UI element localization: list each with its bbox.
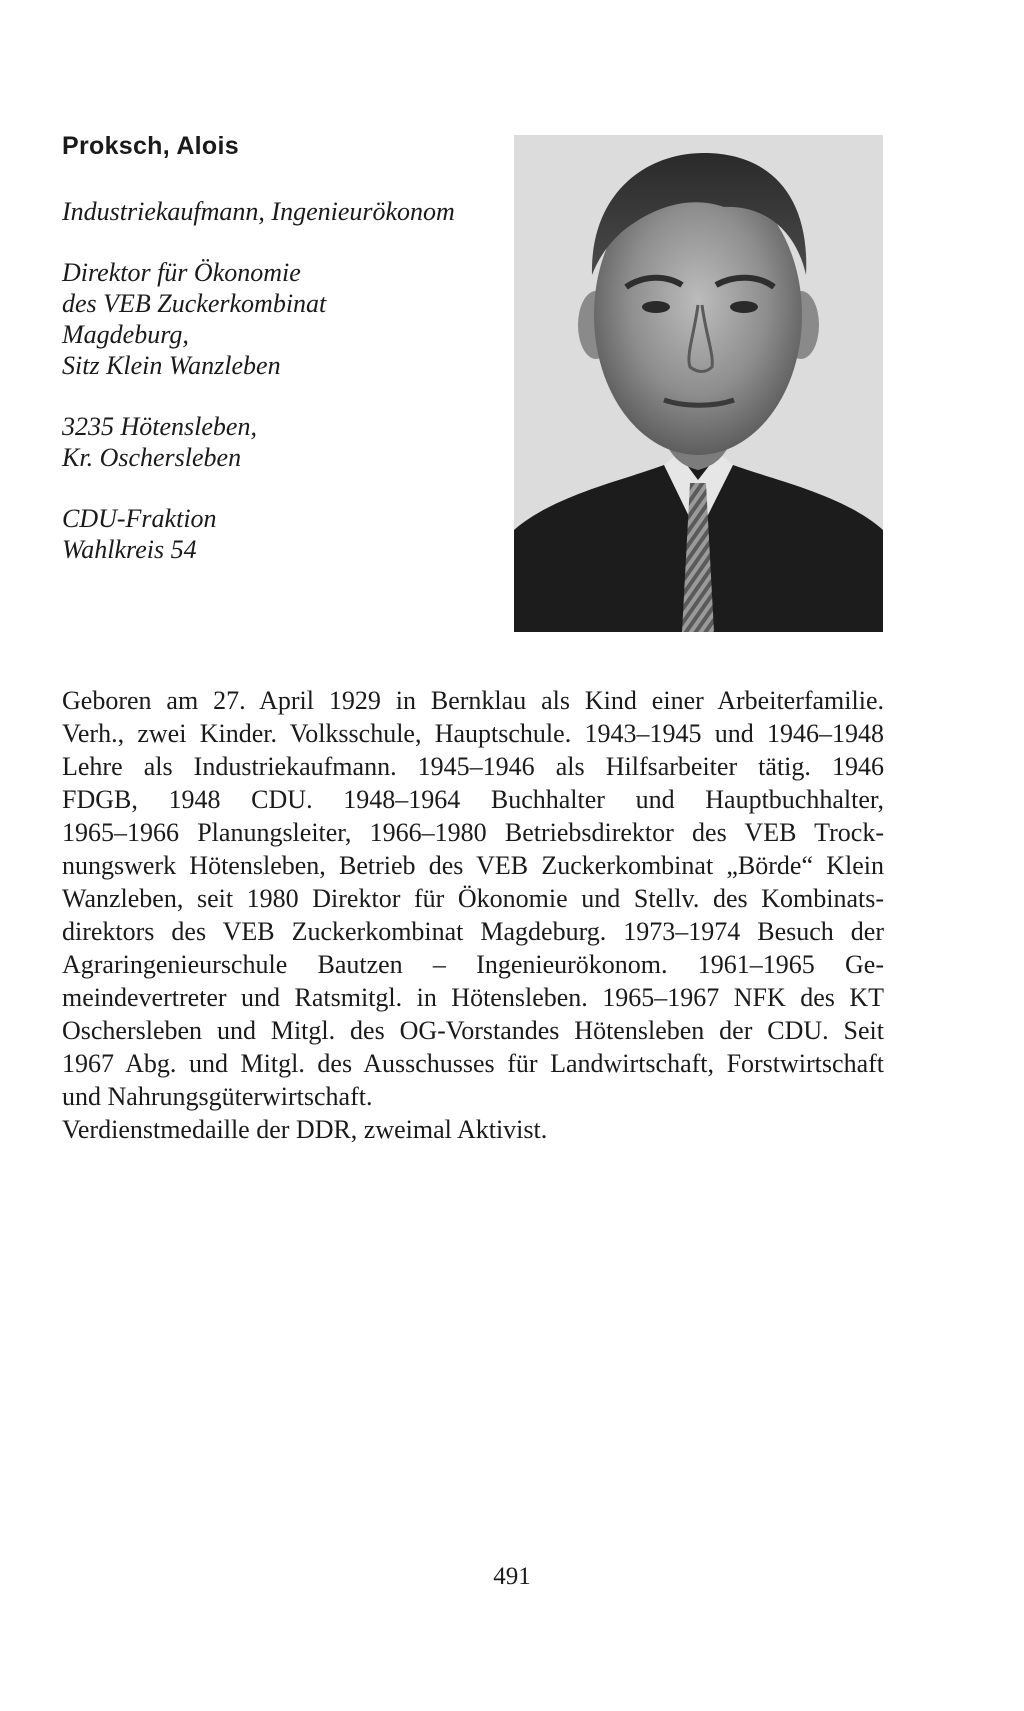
- position-line: Direktor für Ökonomie: [62, 258, 301, 287]
- address-line: Kr. Oschersleben: [62, 443, 242, 472]
- biography-line: Wanzleben, seit 1980 Direktor für Ökonomie und Stellv. des Kombinats-: [62, 884, 884, 913]
- portrait-icon: [514, 135, 883, 632]
- position: [62, 257, 502, 381]
- biography-line: nungswerk Hötensleben, Betrieb des VEB Zuckerkombinat „Börde“ Klein: [62, 851, 884, 880]
- address: [62, 411, 502, 473]
- biography-line: Verh., zwei Kinder. Volksschule, Hauptschule. 1943–1945 und 1946–1948: [62, 719, 884, 748]
- position-line: des VEB Zuckerkombinat: [62, 289, 327, 318]
- position-line: Magdeburg,: [62, 320, 189, 349]
- position-line: Sitz Klein Wanzleben: [62, 351, 281, 380]
- occupation: [62, 196, 502, 227]
- biography-line: Verdienstmedaille der DDR, zweimal Aktivist.: [62, 1115, 548, 1144]
- occupation-text: Industriekaufmann, Ingenieurökonom: [62, 197, 455, 226]
- faction-line: CDU-Fraktion: [62, 504, 217, 533]
- biography-line: direktors des VEB Zuckerkombinat Magdeburg. 1973–1974 Besuch der: [62, 917, 884, 946]
- biography-line: meindevertreter und Ratsmitgl. in Hötensleben. 1965–1967 NFK des KT: [62, 983, 884, 1012]
- biography-line: FDGB, 1948 CDU. 1948–1964 Buchhalter und Hauptbuchhalter,: [62, 785, 884, 814]
- biography-line: und Nahrungsgüterwirtschaft.: [62, 1082, 373, 1111]
- address-line: 3235 Hötensleben,: [62, 412, 257, 441]
- portrait-photo: [514, 135, 883, 632]
- biography-line: Agraringenieurschule Bautzen – Ingenieurökonom. 1961–1965 Ge-: [62, 950, 884, 979]
- biography-line: Oschersleben und Mitgl. des OG-Vorstandes Hötensleben der CDU. Seit: [62, 1016, 884, 1045]
- biography: [62, 684, 884, 1146]
- page-number: 491: [493, 1563, 531, 1590]
- faction-line: Wahlkreis 54: [62, 535, 197, 564]
- profile-column: [62, 196, 502, 595]
- biography-line: 1965–1966 Planungsleiter, 1966–1980 Betriebsdirektor des VEB Trock-: [62, 818, 884, 847]
- person-name: Proksch, Alois: [62, 132, 239, 160]
- biography-line: 1967 Abg. und Mitgl. des Ausschusses für Landwirtschaft, Forstwirtschaft: [62, 1049, 884, 1078]
- biography-line: Geboren am 27. April 1929 in Bernklau als Kind einer Arbeiterfamilie.: [62, 686, 884, 715]
- faction: [62, 503, 502, 565]
- biography-line: Lehre als Industriekaufmann. 1945–1946 als Hilfsarbeiter tätig. 1946: [62, 752, 884, 781]
